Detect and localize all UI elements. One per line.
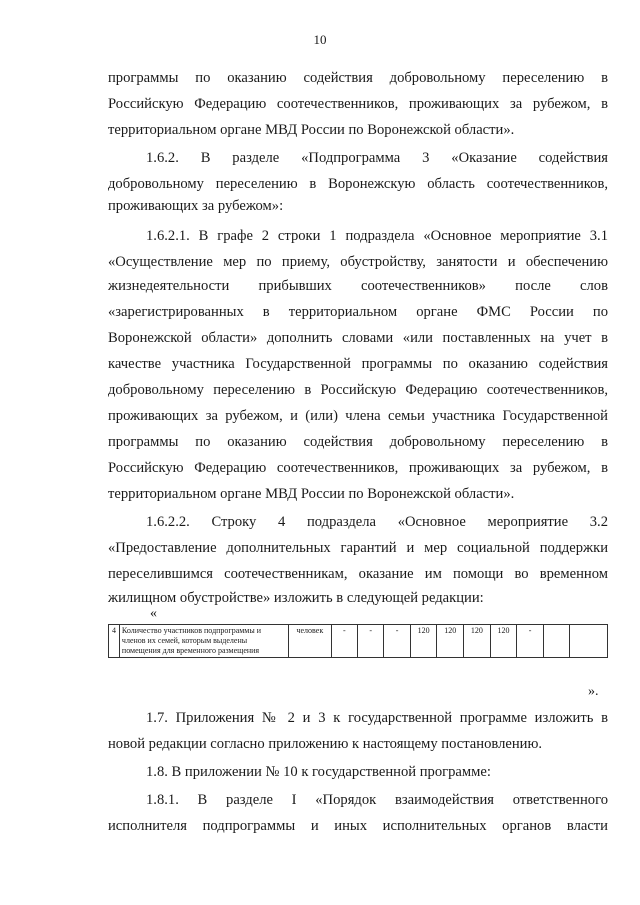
row-description: Количество участников подпрограммы и членов их семей, которым выделены помещения для временного размещения <box>119 625 288 658</box>
quote-close: ». <box>588 684 599 699</box>
text-line: Российскую Федерацию соотечественников, проживающих за рубежом, в <box>108 460 608 476</box>
table-cell: - <box>384 625 410 658</box>
text-line: добровольному переселению в Воронежскую область соотечественников, <box>108 176 608 192</box>
text-line: качестве участника Государственной программы по оказанию содействия <box>108 356 608 372</box>
table-cell: - <box>331 625 357 658</box>
text-line: проживающих за рубежом»: <box>108 198 284 214</box>
text-line: Воронежской области» дополнить словами «или поставленных на учет в <box>108 330 608 346</box>
table-cell <box>570 625 608 658</box>
text-line: добровольному переселению в Российскую Федерацию соотечественников, <box>108 382 608 398</box>
text-line: исполнителя подпрограммы и иных исполнительных органов власти <box>108 818 608 834</box>
page-number: 10 <box>313 32 327 47</box>
text-line: «зарегистрированных в территориальном органе ФМС России по <box>108 304 608 320</box>
text-line: новой редакции согласно приложению к настоящему постановлению. <box>108 736 543 752</box>
text-line: проживающих за рубежом, и (или) члена семьи участника Государственной <box>108 408 608 424</box>
row-number: 4 <box>109 625 120 658</box>
table-cell <box>543 625 569 658</box>
text-line: 1.6.2.2. Строку 4 подраздела «Основное мероприятие 3.2 <box>146 514 608 530</box>
quote-open: « <box>150 606 157 621</box>
table-cell: - <box>358 625 384 658</box>
text-line: территориальном органе МВД России по Воронежской области». <box>108 122 515 138</box>
text-line: «Предоставление дополнительных гарантий и мер социальной поддержки <box>108 540 608 556</box>
text-line: 1.6.2.1. В графе 2 строки 1 подраздела «Основное мероприятие 3.1 <box>146 228 608 244</box>
text-line: жизнедеятельности прибывших соотечественников» после слов <box>108 278 608 294</box>
text-line: переселившимся соотечественникам, оказание им помощи во временном <box>108 566 608 582</box>
table-cell: 120 <box>464 625 491 658</box>
inserted-table-row <box>108 624 608 658</box>
text-line: жилищном обустройстве» изложить в следующей редакции: <box>108 590 484 606</box>
text-line: территориальном органе МВД России по Воронежской области». <box>108 486 515 502</box>
text-line: 1.6.2. В разделе «Подпрограмма 3 «Оказание содействия <box>146 150 608 166</box>
table-row <box>109 625 608 658</box>
text-line: 1.7. Приложения № 2 и 3 к государственной программе изложить в <box>146 710 608 726</box>
table-cell: 120 <box>410 625 437 658</box>
row-unit: человек <box>289 625 332 658</box>
text-line: 1.8. В приложении № 10 к государственной программе: <box>146 764 491 780</box>
table-cell: 120 <box>437 625 464 658</box>
table-cell: 120 <box>490 625 517 658</box>
text-line: программы по оказанию содействия добровольному переселению в <box>108 70 608 86</box>
text-line: программы по оказанию содействия добровольному переселению в <box>108 434 608 450</box>
text-line: «Осуществление мер по приему, обустройству, занятости и обеспечению <box>108 254 608 270</box>
text-line: Российскую Федерацию соотечественников, проживающих за рубежом, в <box>108 96 608 112</box>
text-line: 1.8.1. В разделе I «Порядок взаимодействия ответственного <box>146 792 608 808</box>
table-cell: - <box>517 625 543 658</box>
